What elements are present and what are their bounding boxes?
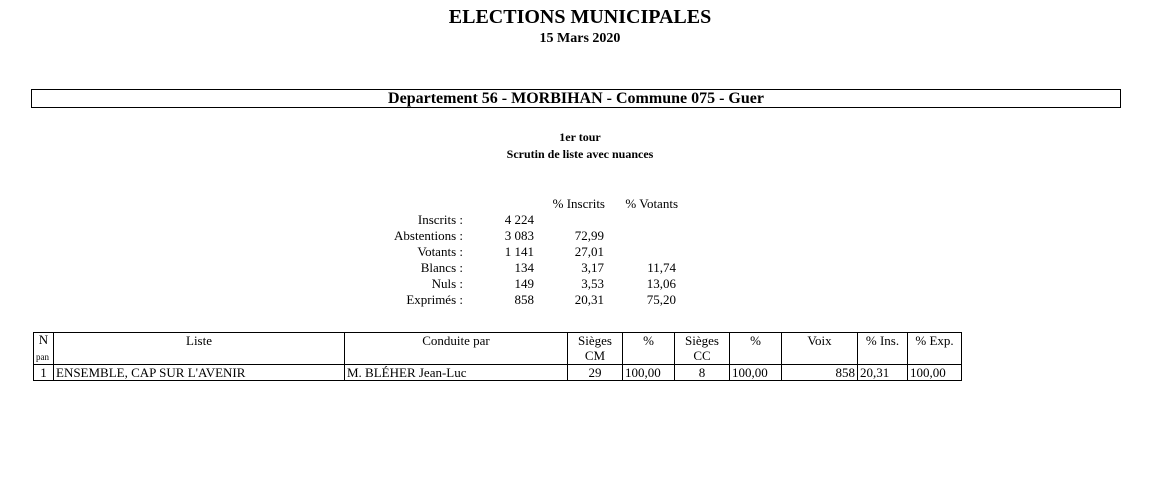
cell-sieges-cm: 29 <box>568 365 623 381</box>
col-header-sieges-cm <box>568 333 623 365</box>
stats-value: 4 224 <box>504 212 534 227</box>
col-header-pct-exp: % Exp. <box>908 333 962 365</box>
col-header-sieges-cc-line1: Sièges <box>685 333 719 348</box>
election-date: 15 Mars 2020 <box>539 31 621 46</box>
col-header-voix: Voix <box>782 333 858 365</box>
col-header-pct-cm: % <box>623 333 675 365</box>
col-header-pct-cc: % <box>730 333 782 365</box>
cell-pct-cc: 100,00 <box>730 365 782 381</box>
stats-pct-votants: 75,20 <box>646 292 676 307</box>
stats-pct-inscrits: 3,17 <box>581 260 604 275</box>
stats-label: Exprimés : <box>406 292 463 307</box>
stats-pct-inscrits: 3,53 <box>581 276 604 291</box>
round-label: 1er tour <box>559 130 601 144</box>
col-header-sieges-cm-line2: CM <box>584 348 606 363</box>
col-header-sieges-cm-line1: Sièges <box>578 333 612 348</box>
stats-value: 1 141 <box>504 244 534 259</box>
stats-col-pct-votants: % Votants <box>625 196 678 211</box>
col-header-sieges-cc <box>675 333 730 365</box>
cell-pct-exp: 100,00 <box>908 365 962 381</box>
voting-mode-label: Scrutin de liste avec nuances <box>506 147 654 161</box>
stats-label: Votants : <box>417 244 463 259</box>
stats-value: 149 <box>514 276 534 291</box>
stats-value: 858 <box>514 292 534 307</box>
col-header-sieges-cc-line2: CC <box>693 348 711 363</box>
stats-value: 134 <box>514 260 534 275</box>
stats-pct-inscrits: 20,31 <box>574 292 604 307</box>
cell-sieges-cc: 8 <box>675 365 730 381</box>
stats-col-pct-inscrits: % Inscrits <box>552 196 605 211</box>
stats-label: Abstentions : <box>394 228 463 243</box>
stats-pct-inscrits: 72,99 <box>574 228 604 243</box>
stats-label: Nuls : <box>431 276 463 291</box>
table-header-row <box>34 333 962 365</box>
location-banner: Departement 56 - MORBIHAN - Commune 075 - Guer <box>31 89 1121 108</box>
col-header-n <box>34 333 54 365</box>
col-header-liste: Liste <box>54 333 345 365</box>
cell-pct-ins: 20,31 <box>858 365 908 381</box>
col-header-conduite: Conduite par <box>345 333 568 365</box>
stats-label: Inscrits : <box>417 212 463 227</box>
stats-label: Blancs : <box>420 260 463 275</box>
stats-pct-votants: 13,06 <box>646 276 676 291</box>
table-row <box>34 365 962 381</box>
stats-pct-votants: 11,74 <box>647 260 676 275</box>
cell-conduite: M. BLÉHER Jean-Luc <box>345 365 568 381</box>
stats-pct-inscrits: 27,01 <box>574 244 604 259</box>
cell-pct-cm: 100,00 <box>623 365 675 381</box>
col-header-pct-ins: % Ins. <box>858 333 908 365</box>
col-header-n-label: N <box>38 332 49 347</box>
col-header-pan-label: pan <box>36 352 49 362</box>
cell-n: 1 <box>34 365 54 381</box>
cell-liste: ENSEMBLE, CAP SUR L'AVENIR <box>54 365 345 381</box>
stats-value: 3 083 <box>504 228 534 243</box>
results-table <box>33 332 962 381</box>
page-title: ELECTIONS MUNICIPALES <box>448 6 712 28</box>
cell-voix: 858 <box>782 365 858 381</box>
